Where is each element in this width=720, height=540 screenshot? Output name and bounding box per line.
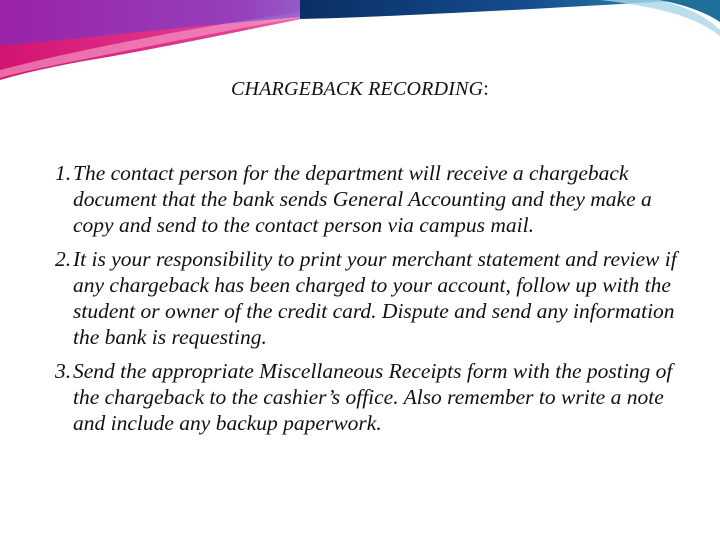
list-item-number: 3. [55,359,72,383]
list-item-number: 1. [55,161,72,185]
list-item-text: Send the appropriate Miscellaneous Receipts form with the posting of the chargeback to the cashier’s office. Also remember to write a note and include any backup paperwork. [73,359,673,435]
list-item [55,358,685,436]
numbered-list [55,160,685,444]
list-item-text: It is your responsibility to print your merchant statement and review if any chargeback has been charged to your account, follow up with the student or owner of the credit card. Dispute and send any information the bank is requesting. [73,247,677,349]
list-item-text: The contact person for the department will receive a chargeback document that the bank sends General Accounting and they make a copy and send to the contact person via campus mail. [73,161,652,237]
slide-title [0,78,720,101]
list-item [55,246,685,350]
title-text: CHARGEBACK RECORDING [230,78,484,100]
list-item-number: 2. [55,247,72,271]
title-colon: : [483,78,490,100]
list-item [55,160,685,238]
